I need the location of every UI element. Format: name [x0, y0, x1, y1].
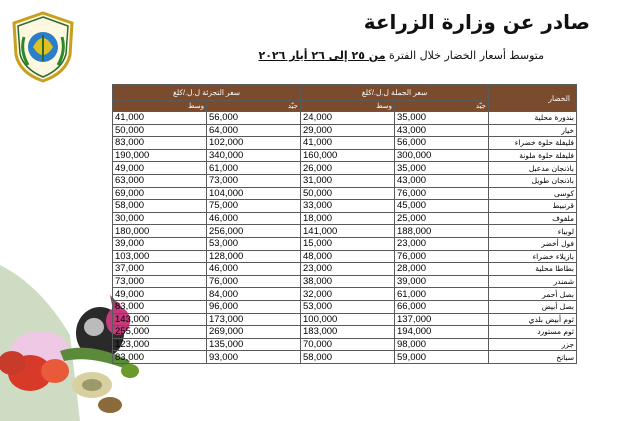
wholesale-medium-cell: 48,000	[301, 250, 395, 263]
retail-good-header: جيّد	[207, 101, 301, 112]
product-name-cell: خيار	[489, 124, 577, 137]
retail-medium-cell: 73,000	[113, 275, 207, 288]
table-row	[113, 187, 577, 200]
table-row	[113, 162, 577, 175]
page-title: صادر عن وزارة الزراعة	[363, 10, 590, 34]
product-name-cell: كوسى	[489, 187, 577, 200]
product-name-cell: سبانخ	[489, 351, 577, 364]
retail-good-cell: 84,000	[207, 288, 301, 301]
wholesale-good-cell: 35,000	[395, 162, 489, 175]
table-row	[113, 275, 577, 288]
retail-good-cell: 96,000	[207, 300, 301, 313]
retail-medium-cell: 123,000	[113, 338, 207, 351]
retail-price-header: سعر التجزئة ل.ل./كلغ	[113, 85, 301, 101]
page-subtitle	[259, 49, 545, 62]
table-row	[113, 200, 577, 213]
retail-medium-cell: 255,000	[113, 326, 207, 339]
retail-good-cell: 56,000	[207, 112, 301, 125]
table-row	[113, 300, 577, 313]
wholesale-good-cell: 300,000	[395, 149, 489, 162]
product-name-cell: لوبياء	[489, 225, 577, 238]
table-row	[113, 174, 577, 187]
retail-good-cell: 64,000	[207, 124, 301, 137]
table-row	[113, 288, 577, 301]
product-column-header: الخضار	[489, 85, 577, 112]
wholesale-medium-cell: 24,000	[301, 112, 395, 125]
table-row	[113, 338, 577, 351]
wholesale-good-cell: 188,000	[395, 225, 489, 238]
table-row	[113, 212, 577, 225]
table-row	[113, 263, 577, 276]
wholesale-medium-cell: 18,000	[301, 212, 395, 225]
product-name-cell: شمندر	[489, 275, 577, 288]
retail-medium-cell: 39,000	[113, 237, 207, 250]
wholesale-medium-cell: 26,000	[301, 162, 395, 175]
retail-good-cell: 102,000	[207, 137, 301, 150]
wholesale-good-cell: 59,000	[395, 351, 489, 364]
ministry-logo	[10, 11, 76, 83]
table-group-header-row	[113, 85, 577, 101]
retail-medium-cell: 83,000	[113, 300, 207, 313]
subtitle-prefix: متوسط أسعار الخضار خلال الفترة	[389, 49, 544, 62]
table-row	[113, 225, 577, 238]
wholesale-good-cell: 23,000	[395, 237, 489, 250]
retail-medium-header: وسط	[113, 101, 207, 112]
wholesale-good-cell: 56,000	[395, 137, 489, 150]
retail-good-cell: 173,000	[207, 313, 301, 326]
wholesale-medium-cell: 41,000	[301, 137, 395, 150]
wholesale-medium-cell: 38,000	[301, 275, 395, 288]
retail-medium-cell: 83,000	[113, 351, 207, 364]
wholesale-medium-cell: 15,000	[301, 237, 395, 250]
wholesale-good-cell: 39,000	[395, 275, 489, 288]
product-name-cell: فول أخضر	[489, 237, 577, 250]
retail-good-cell: 256,000	[207, 225, 301, 238]
retail-good-cell: 128,000	[207, 250, 301, 263]
retail-medium-cell: 143,000	[113, 313, 207, 326]
wholesale-medium-cell: 70,000	[301, 338, 395, 351]
retail-medium-cell: 58,000	[113, 200, 207, 213]
wholesale-good-cell: 98,000	[395, 338, 489, 351]
product-name-cell: ثوم أبيض بلدي	[489, 313, 577, 326]
wholesale-good-cell: 61,000	[395, 288, 489, 301]
table-row	[113, 237, 577, 250]
table-row	[113, 326, 577, 339]
wholesale-medium-header: وسط	[301, 101, 395, 112]
retail-medium-cell: 30,000	[113, 212, 207, 225]
product-name-cell: بندورة محلية	[489, 112, 577, 125]
retail-good-cell: 46,000	[207, 263, 301, 276]
product-name-cell: جزر	[489, 338, 577, 351]
product-name-cell: بصل أبيض	[489, 300, 577, 313]
table-row	[113, 112, 577, 125]
table-row	[113, 137, 577, 150]
wholesale-medium-cell: 31,000	[301, 174, 395, 187]
table-row	[113, 313, 577, 326]
product-name-cell: فليفلة حلوة ملونة	[489, 149, 577, 162]
table-row	[113, 124, 577, 137]
wholesale-good-cell: 76,000	[395, 187, 489, 200]
retail-medium-cell: 180,000	[113, 225, 207, 238]
product-name-cell: بصل أحمر	[489, 288, 577, 301]
retail-good-cell: 73,000	[207, 174, 301, 187]
subtitle-date-range: من ٢٥ إلى ٢٦ أيار ٢٠٢٦	[258, 49, 386, 62]
wholesale-medium-cell: 183,000	[301, 326, 395, 339]
wholesale-medium-cell: 53,000	[301, 300, 395, 313]
product-name-cell: بازيلاء خضراء	[489, 250, 577, 263]
retail-medium-cell: 190,000	[113, 149, 207, 162]
retail-good-cell: 340,000	[207, 149, 301, 162]
wholesale-medium-cell: 100,000	[301, 313, 395, 326]
retail-good-cell: 46,000	[207, 212, 301, 225]
product-name-cell: ملفوف	[489, 212, 577, 225]
wholesale-good-header: جيّد	[395, 101, 489, 112]
retail-medium-cell: 83,000	[113, 137, 207, 150]
table-row	[113, 149, 577, 162]
product-name-cell: بطاطا محلية	[489, 263, 577, 276]
retail-good-cell: 93,000	[207, 351, 301, 364]
retail-medium-cell: 41,000	[113, 112, 207, 125]
wholesale-good-cell: 35,000	[395, 112, 489, 125]
product-name-cell: فليفلة حلوة خضراء	[489, 137, 577, 150]
retail-medium-cell: 50,000	[113, 124, 207, 137]
product-name-cell: ثوم مستورد	[489, 326, 577, 339]
vegetable-prices-table	[112, 84, 577, 364]
retail-good-cell: 61,000	[207, 162, 301, 175]
wholesale-good-cell: 194,000	[395, 326, 489, 339]
retail-good-cell: 53,000	[207, 237, 301, 250]
wholesale-good-cell: 45,000	[395, 200, 489, 213]
retail-medium-cell: 37,000	[113, 263, 207, 276]
wholesale-price-header: سعر الجملة ل.ل./كلغ	[301, 85, 489, 101]
product-name-cell: باذنجان طويل	[489, 174, 577, 187]
wholesale-good-cell: 66,000	[395, 300, 489, 313]
wholesale-medium-cell: 32,000	[301, 288, 395, 301]
retail-good-cell: 269,000	[207, 326, 301, 339]
wholesale-good-cell: 137,000	[395, 313, 489, 326]
wholesale-good-cell: 76,000	[395, 250, 489, 263]
wholesale-medium-cell: 160,000	[301, 149, 395, 162]
product-name-cell: قرنبيط	[489, 200, 577, 213]
retail-medium-cell: 69,000	[113, 187, 207, 200]
wholesale-medium-cell: 58,000	[301, 351, 395, 364]
retail-good-cell: 75,000	[207, 200, 301, 213]
product-name-cell: باذنجان مدعبل	[489, 162, 577, 175]
retail-medium-cell: 49,000	[113, 288, 207, 301]
wholesale-good-cell: 43,000	[395, 174, 489, 187]
wholesale-good-cell: 43,000	[395, 124, 489, 137]
table-row	[113, 250, 577, 263]
retail-good-cell: 135,000	[207, 338, 301, 351]
table-row	[113, 351, 577, 364]
wholesale-good-cell: 28,000	[395, 263, 489, 276]
wholesale-medium-cell: 29,000	[301, 124, 395, 137]
wholesale-medium-cell: 23,000	[301, 263, 395, 276]
retail-good-cell: 104,000	[207, 187, 301, 200]
retail-medium-cell: 63,000	[113, 174, 207, 187]
wholesale-medium-cell: 141,000	[301, 225, 395, 238]
retail-good-cell: 76,000	[207, 275, 301, 288]
wholesale-medium-cell: 50,000	[301, 187, 395, 200]
wholesale-medium-cell: 33,000	[301, 200, 395, 213]
retail-medium-cell: 49,000	[113, 162, 207, 175]
retail-medium-cell: 103,000	[113, 250, 207, 263]
wholesale-good-cell: 25,000	[395, 212, 489, 225]
